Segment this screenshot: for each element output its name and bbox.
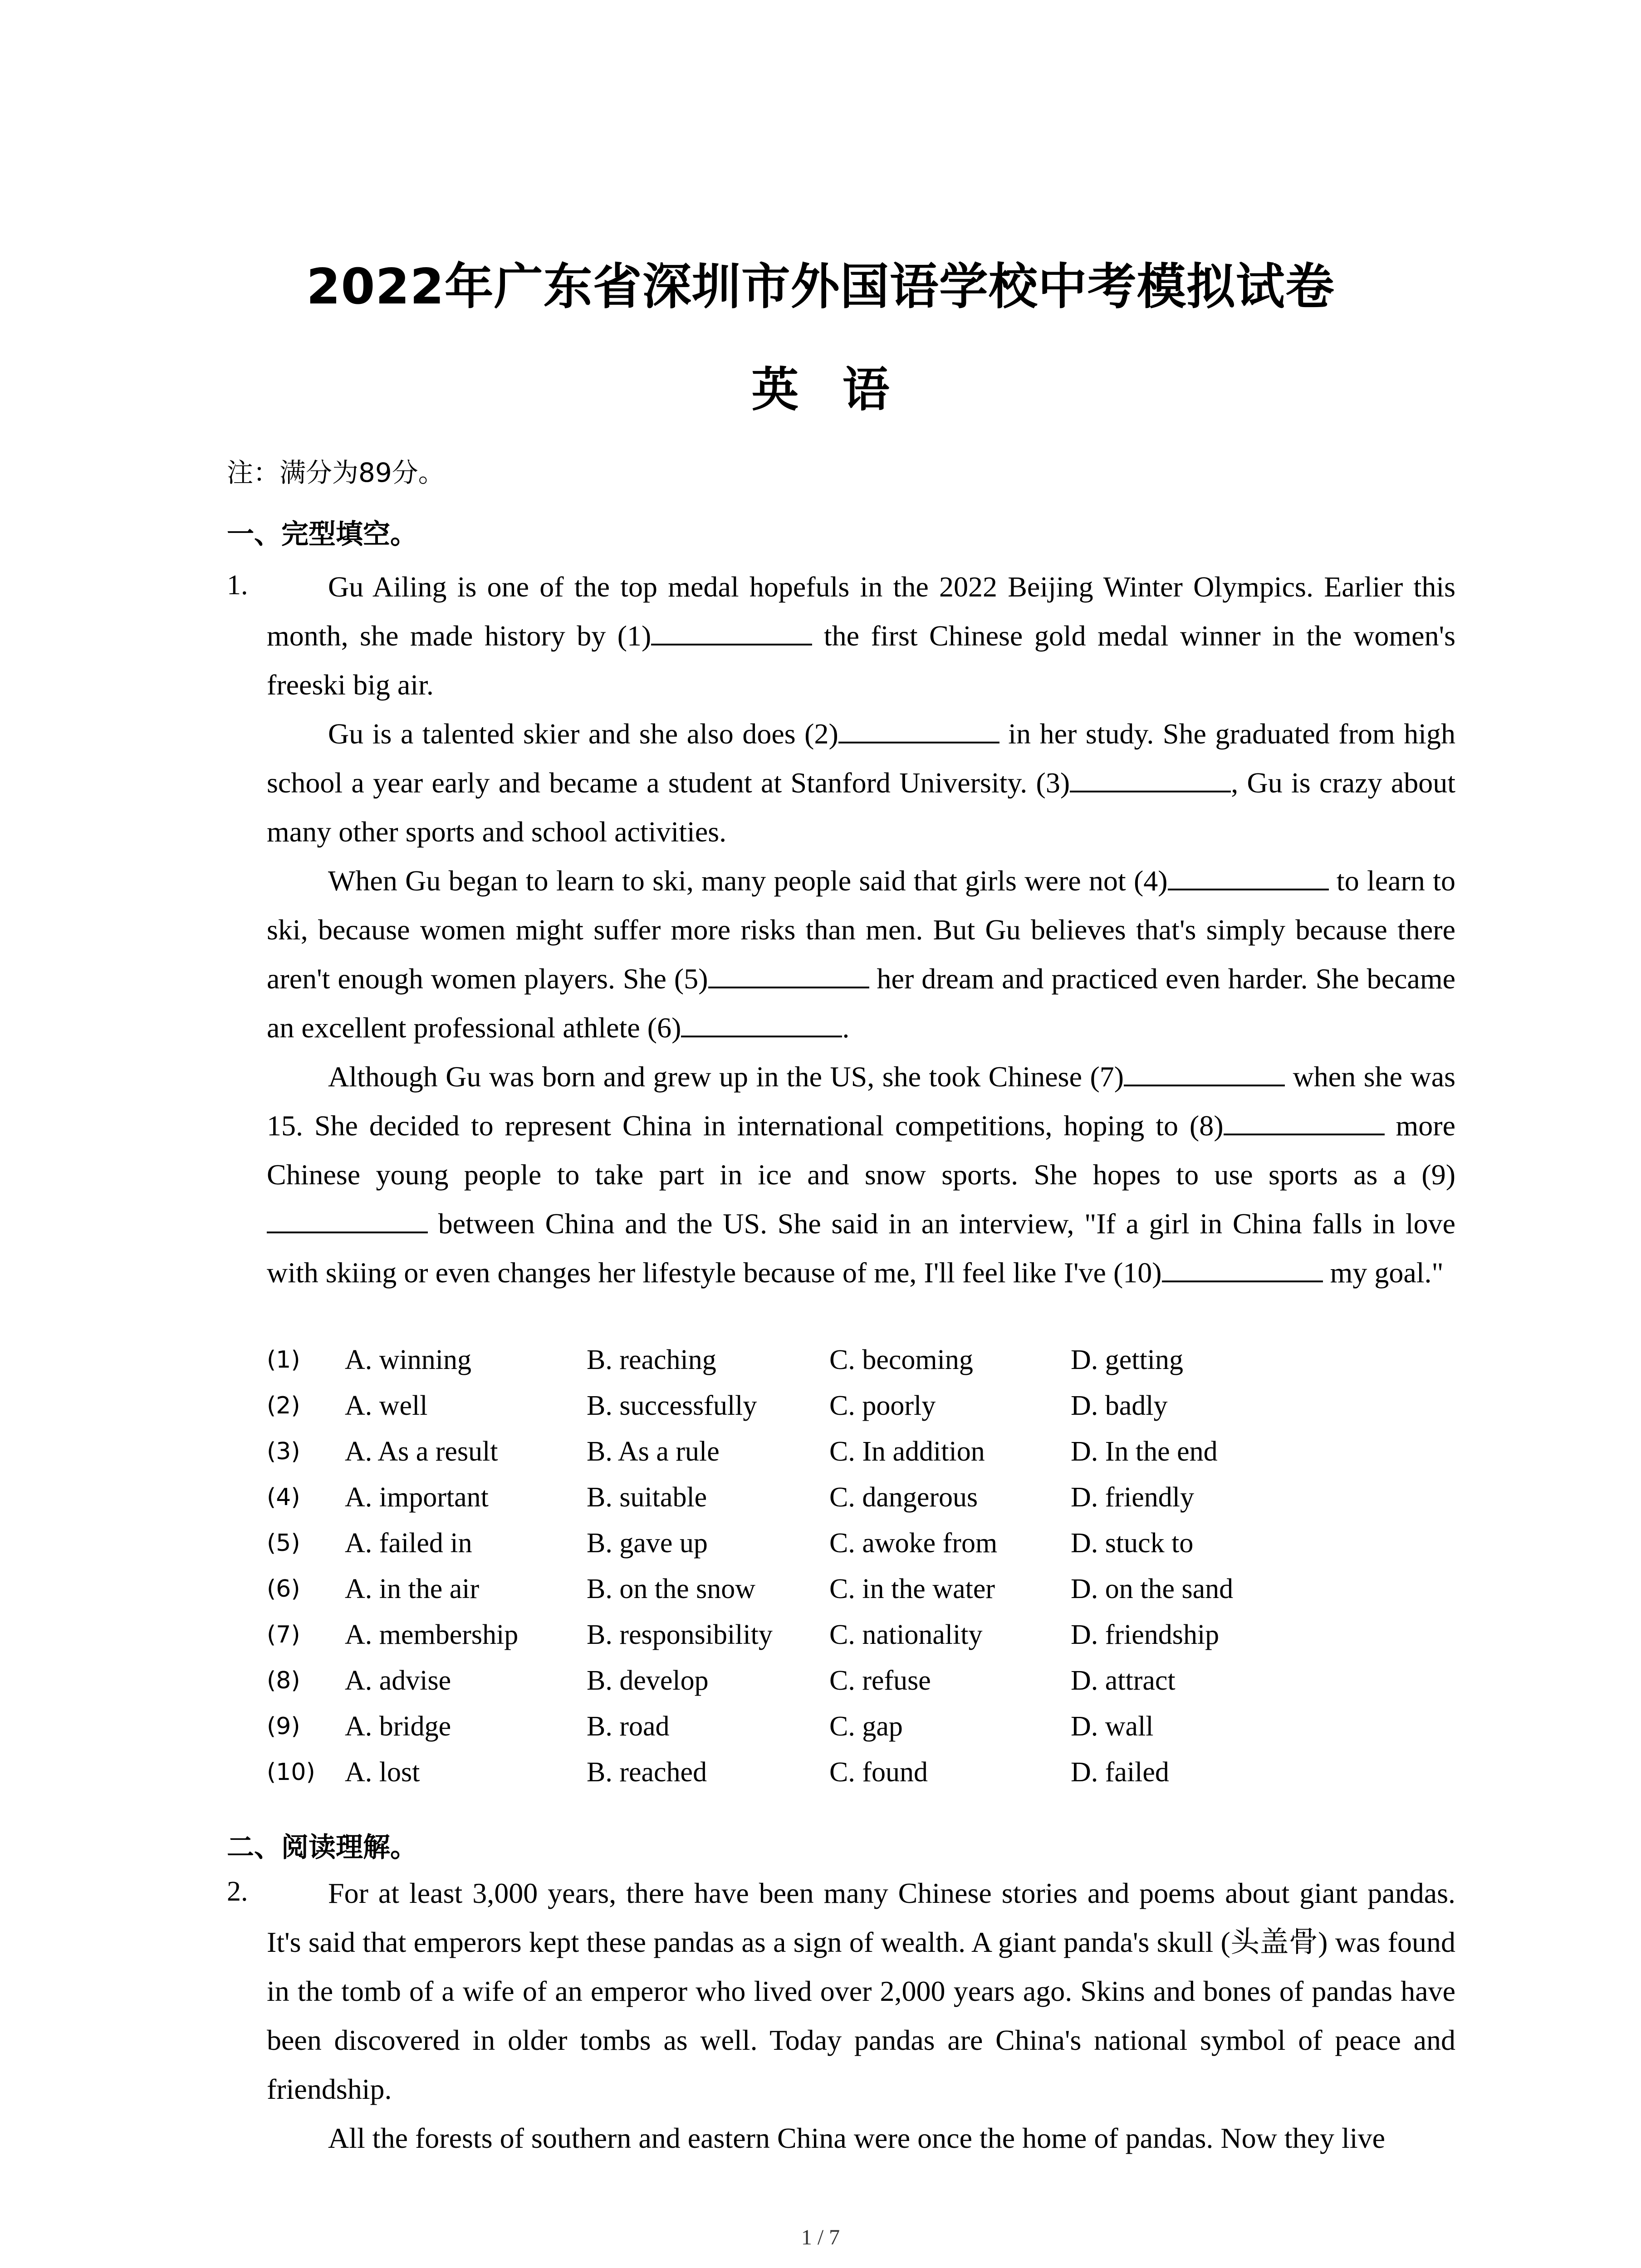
- option-c: C. dangerous: [829, 1482, 978, 1513]
- option-b: B. reached: [587, 1757, 707, 1788]
- option-a: A. in the air: [345, 1574, 480, 1604]
- option-a: A. winning: [345, 1344, 471, 1375]
- passage-paragraph: Gu Ailing is one of the top medal hopefuls in the 2022 Beijing Winter Olympics. Earlier this month, she made history by (1) the first Chinese gold medal winner in the women's freeski big air.: [267, 571, 1456, 701]
- option-d: D. wall: [1071, 1711, 1154, 1742]
- option-c: C. poorly: [829, 1390, 936, 1421]
- option-b: B. successfully: [587, 1390, 757, 1421]
- option-row: [267, 1433, 1492, 1479]
- reading-passage: [267, 1869, 1455, 2163]
- option-c: C. In addition: [829, 1436, 985, 1467]
- page-subtitle: 英 语: [751, 362, 890, 417]
- option-d: D. on the sand: [1071, 1574, 1234, 1604]
- section-heading-cloze: 一、完型填空。: [227, 518, 417, 550]
- blank-5: [708, 959, 869, 988]
- option-d: D. getting: [1071, 1344, 1183, 1375]
- option-number: (3): [267, 1438, 300, 1465]
- option-b: B. reaching: [587, 1344, 716, 1375]
- section-heading-reading: 二、阅读理解。: [227, 1832, 417, 1863]
- option-number: (2): [267, 1392, 300, 1419]
- option-b: B. on the snow: [587, 1574, 755, 1604]
- option-b: B. gave up: [587, 1528, 708, 1559]
- options-list: [267, 1342, 1492, 1800]
- option-c: C. awoke from: [829, 1528, 998, 1559]
- passage-paragraph: For at least 3,000 years, there have been many Chinese stories and poems about giant pandas. It's said that emperors kept these pandas as a sign of wealth. A giant panda's skull (头盖骨) was found in the tomb of a wife of an emperor who lived over 2,000 years ago. Skins and bones of pandas have been discovered in older tombs as well. Today pandas are China's national symbol of peace and friendship.: [267, 1877, 1455, 2105]
- option-d: D. stuck to: [1071, 1528, 1194, 1559]
- passage-paragraph: When Gu began to learn to ski, many people said that girls were not (4) to learn to ski, because women might suffer more risks than men. But Gu believes that's simply because there aren't enough women players. She (5) her dream and practiced even harder. She became an excellent professional athlete (6) .: [267, 856, 1455, 1052]
- option-d: D. failed: [1071, 1757, 1169, 1788]
- option-b: B. As a rule: [587, 1436, 720, 1467]
- passage-paragraph: Gu is a talented skier and she also does (2) in her study. She graduated from high school a year early and became a student at Stanford University. (3) , Gu is crazy about many other sports and school activities.: [267, 709, 1455, 856]
- option-c: C. gap: [829, 1711, 903, 1742]
- option-row: [267, 1708, 1492, 1754]
- option-c: C. refuse: [829, 1665, 931, 1696]
- option-a: A. As a result: [345, 1436, 498, 1467]
- option-number: (5): [267, 1530, 300, 1557]
- option-c: C. nationality: [829, 1619, 983, 1650]
- option-a: A. lost: [345, 1757, 420, 1788]
- blank-4: [1168, 861, 1329, 890]
- cloze-passage: [267, 562, 1455, 1297]
- option-number: (9): [267, 1713, 300, 1740]
- blank-8: [1224, 1106, 1385, 1135]
- page-title: 2022年广东省深圳市外国语学校中考模拟试卷: [306, 259, 1335, 315]
- blank-1: [651, 616, 812, 645]
- option-number: (7): [267, 1621, 300, 1648]
- blank-9: [267, 1204, 428, 1233]
- option-number: (8): [267, 1667, 300, 1694]
- option-number: (1): [267, 1346, 300, 1374]
- option-c: C. in the water: [829, 1574, 995, 1604]
- option-b: B. road: [587, 1711, 670, 1742]
- option-d: D. badly: [1071, 1390, 1168, 1421]
- option-row: [267, 1342, 1492, 1388]
- option-row: [267, 1479, 1492, 1525]
- question-number: 2.: [227, 1876, 248, 1907]
- option-number: (4): [267, 1484, 300, 1511]
- option-c: C. becoming: [829, 1344, 973, 1375]
- option-c: C. found: [829, 1757, 928, 1788]
- blank-2: [838, 714, 999, 743]
- option-a: A. membership: [345, 1619, 519, 1650]
- option-d: D. In the end: [1071, 1436, 1218, 1467]
- passage-paragraph: Although Gu was born and grew up in the US, she took Chinese (7) when she was 15. She decided to represent China in international competitions, hoping to (8) more Chinese young people to take part in ice and snow sports. She hopes to use sports as a (9) between China and the US. She said in an interview, "If a girl in China falls in love with skiing or even changes her lifestyle because of me, I'll feel like I've (10) my goal.": [267, 1052, 1455, 1297]
- option-row: [267, 1571, 1492, 1617]
- blank-10: [1162, 1253, 1323, 1282]
- option-row: [267, 1525, 1492, 1571]
- score-note: 注：满分为89分。: [227, 457, 445, 488]
- option-row: [267, 1617, 1492, 1662]
- blank-6: [681, 1008, 842, 1037]
- option-d: D. friendship: [1071, 1619, 1220, 1650]
- option-a: A. well: [345, 1390, 428, 1421]
- option-a: A. failed in: [345, 1528, 472, 1559]
- option-row: [267, 1388, 1492, 1433]
- option-row: [267, 1662, 1492, 1708]
- question-number: 1.: [227, 570, 248, 601]
- option-d: D. friendly: [1071, 1482, 1195, 1513]
- passage-paragraph: All the forests of southern and eastern China were once the home of pandas. Now they live: [328, 2122, 1385, 2154]
- option-b: B. responsibility: [587, 1619, 773, 1650]
- option-a: A. bridge: [345, 1711, 451, 1742]
- option-b: B. develop: [587, 1665, 709, 1696]
- blank-3: [1070, 763, 1231, 792]
- option-number: (10): [267, 1759, 315, 1786]
- option-d: D. attract: [1071, 1665, 1176, 1696]
- page-number: 1 / 7: [801, 2225, 840, 2249]
- option-a: A. important: [345, 1482, 489, 1513]
- option-row: [267, 1754, 1492, 1800]
- option-a: A. advise: [345, 1665, 451, 1696]
- blank-7: [1124, 1057, 1285, 1086]
- option-number: (6): [267, 1575, 300, 1603]
- option-b: B. suitable: [587, 1482, 707, 1513]
